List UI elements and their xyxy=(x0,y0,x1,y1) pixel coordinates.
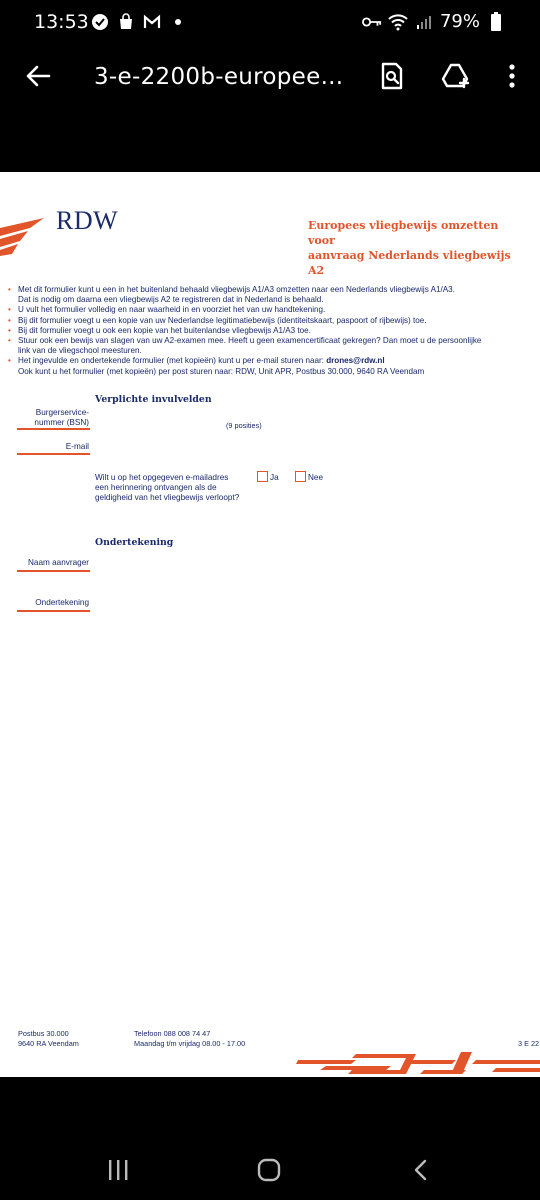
wifi-icon xyxy=(388,12,408,32)
status-time: 13:53 xyxy=(34,11,89,33)
home-icon xyxy=(257,1158,281,1182)
signal-icon xyxy=(414,12,434,32)
battery-percent: 79% xyxy=(439,11,480,32)
bsn-label: Burgerservice- nummer (BSN) xyxy=(34,408,89,427)
list-item: • U vult het formulier volledig en naar waarheid in en voorziet het van uw handtekening. xyxy=(8,305,536,315)
required-fields-heading: Verplichte invulvelden xyxy=(95,394,212,405)
back-nav-icon xyxy=(413,1159,427,1181)
search-document-icon xyxy=(380,62,404,90)
document-page[interactable] xyxy=(0,172,540,1077)
signature-label: Ondertekening xyxy=(35,598,89,607)
applicant-name-field-line xyxy=(17,570,90,572)
more-options-icon xyxy=(508,64,516,88)
reminder-question: Wilt u op het opgegeven e-mailadres een herinnering ontvangen als de geldigheid van het vliegbewijs verloopt? xyxy=(95,473,240,502)
key-icon xyxy=(362,12,382,32)
signature-heading: Ondertekening xyxy=(95,537,174,548)
home-button[interactable] xyxy=(249,1154,289,1186)
add-to-drive-button[interactable] xyxy=(438,58,474,94)
dot-icon xyxy=(168,12,188,32)
email-label: E-mail xyxy=(65,442,89,451)
signature-field-line xyxy=(17,610,90,612)
notification-icons xyxy=(90,12,188,32)
applicant-name-label: Naam aanvrager xyxy=(28,558,89,567)
more-options-button[interactable] xyxy=(494,58,530,94)
status-bar xyxy=(0,0,540,44)
recent-apps-icon xyxy=(107,1160,129,1180)
email-field-line xyxy=(17,453,90,455)
list-item: • Bij dit formulier voegt u een kopie van uw Nederlandse legitimatiebewijs (identiteitskaart, paspoort of rijbewijs) toe. xyxy=(8,316,536,326)
add-to-drive-icon xyxy=(441,62,471,90)
document-title: 3-e-2200b-europee... xyxy=(94,64,344,90)
instruction-list xyxy=(8,285,536,377)
rdw-logo-text: RDW xyxy=(56,206,119,235)
reminder-no-label: Nee xyxy=(308,473,324,482)
footer-form-code: 3 E 22 xyxy=(518,1039,540,1048)
search-in-document-button[interactable] xyxy=(374,58,410,94)
sync-status-icon xyxy=(90,12,110,32)
email-address-link[interactable]: drones@rdw.nl xyxy=(326,356,385,366)
recent-apps-button[interactable] xyxy=(98,1154,138,1186)
list-item: • Het ingevulde en ondertekende formulier (met kopieën) kunt u per e-mail sturen naar: drones@rdw.nl Ook kunt u het formulier (met kopieën) per post sturen naar: RDW, Unit APR, Postbus 30.000, 9640 RA Veendam xyxy=(8,356,536,376)
bsn-field-line xyxy=(17,428,90,430)
back-nav-button[interactable] xyxy=(400,1154,440,1186)
arrow-back-icon xyxy=(25,64,51,88)
rdw-logo-icon xyxy=(0,214,46,256)
shopping-bag-icon xyxy=(116,12,136,32)
list-item: • Met dit formulier kunt u een in het buitenland behaald vliegbewijs A1/A3 omzetten naar een Nederlands vliegbewijs A1/A3. Dat is nodig om daarna een vliegbewijs A2 te registreren dat in Nederland is behaald. xyxy=(8,285,536,305)
footer-address: Postbus 30.000 9640 RA Veendam xyxy=(18,1029,79,1048)
app-bar xyxy=(0,44,540,108)
footer-phone: Telefoon 088 008 74 47 Maandag t/m vrijdag 08.00 - 17.00 xyxy=(134,1029,246,1048)
document-heading: Europees vliegbewijs omzetten voor aanvraag Nederlands vliegbewijs A2 xyxy=(308,219,511,277)
reminder-yes-label: Ja xyxy=(270,473,279,482)
reminder-no-checkbox[interactable] xyxy=(295,471,306,482)
navigation-bar xyxy=(0,1140,540,1200)
bsn-hint: (9 posities) xyxy=(226,421,262,430)
back-button[interactable] xyxy=(20,58,56,94)
gmail-icon xyxy=(142,12,162,32)
reminder-yes-checkbox[interactable] xyxy=(257,471,268,482)
battery-icon xyxy=(486,12,506,32)
list-item: • Bij dit formulier voegt u ook een kopie van het buitenlandse vliegbewijs A1/A3 toe. xyxy=(8,326,536,336)
system-icons xyxy=(362,11,506,32)
list-item: • Stuur ook een bewijs van slagen van uw A2-examen mee. Heeft u geen examencertificaat gekregen? Dan moet u de persoonlijke link van de vliegschool meesturen. xyxy=(8,336,536,356)
rdw-stripes-decoration xyxy=(296,1050,540,1076)
